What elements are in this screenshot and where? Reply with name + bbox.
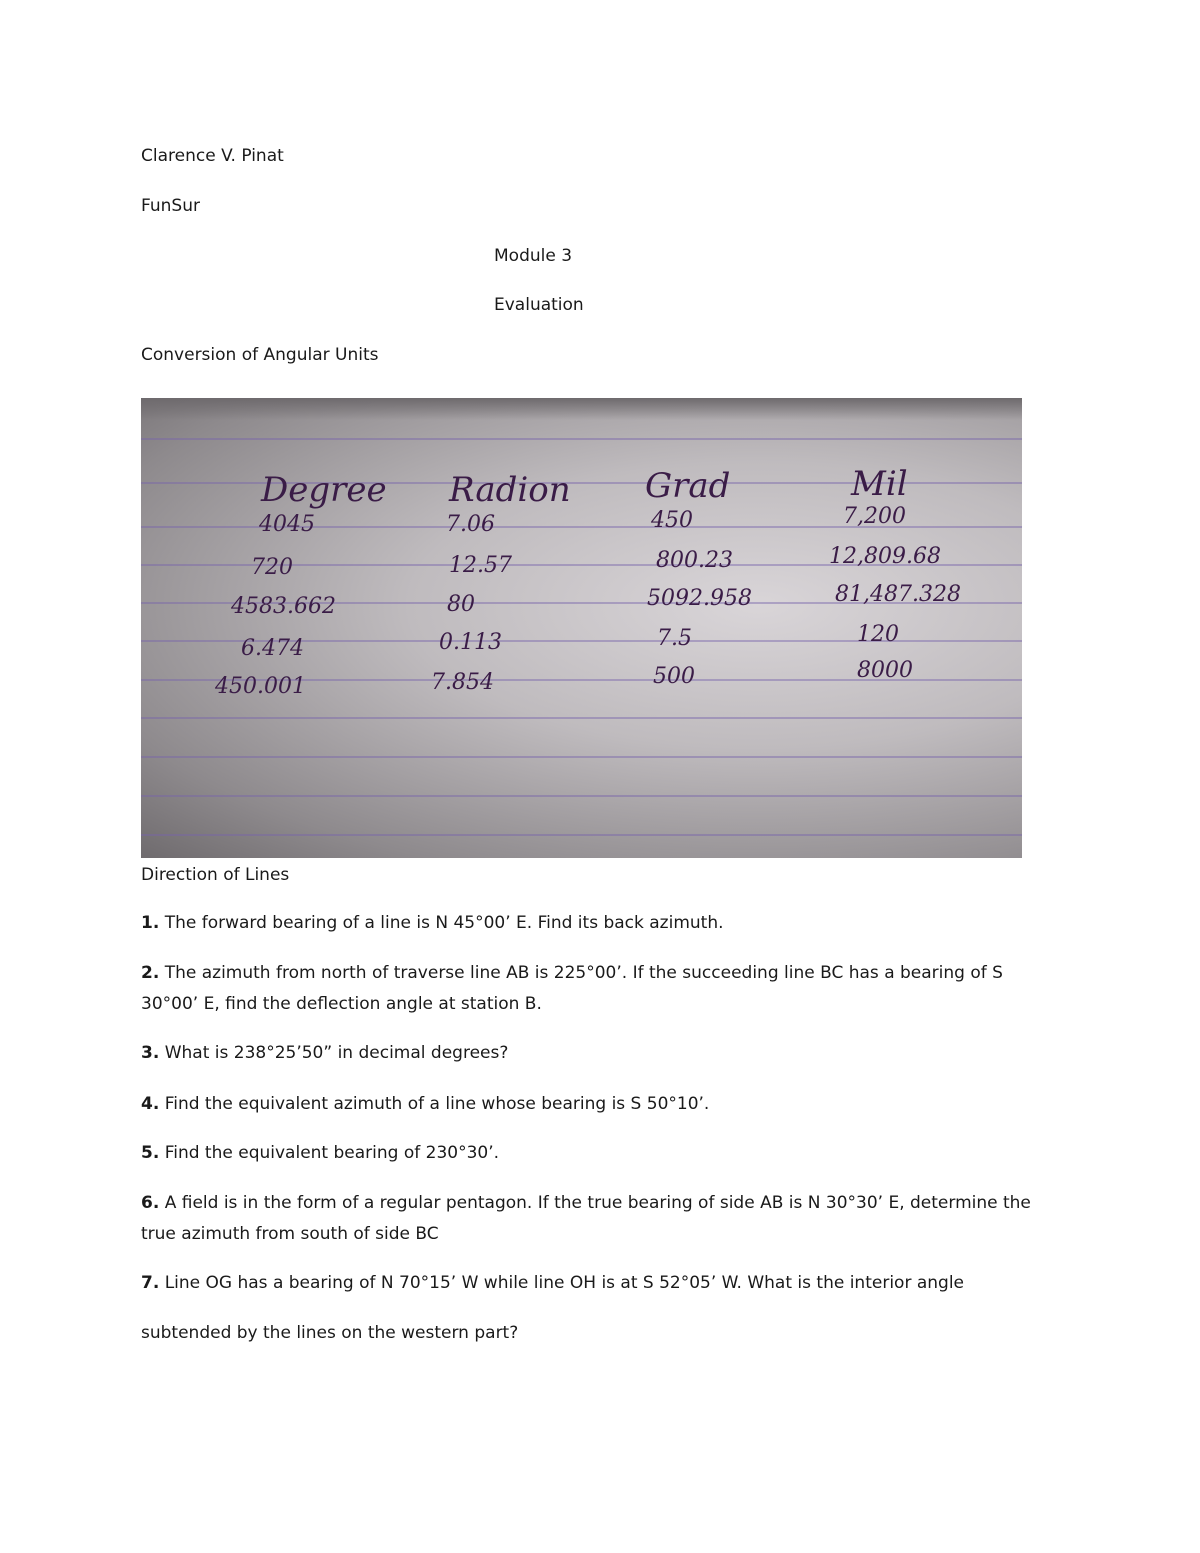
question-7-text: Line OG has a bearing of N 70°15’ W while line OH is at S 52°05’ W. What is the interior angle (164, 1273, 965, 1293)
question-4-text: Find the equivalent azimuth of a line whose bearing is S 50°10’. (164, 1094, 710, 1114)
col-header-grad: Grad (645, 466, 731, 506)
question-4 (141, 1089, 1061, 1120)
question-5 (141, 1138, 1061, 1169)
col-header-radion: Radion (449, 470, 571, 510)
cell-r3-c2: 80 (447, 592, 475, 617)
cell-r5-c4: 8000 (857, 658, 913, 683)
question-2 (141, 958, 1061, 1020)
question-1-text: The forward bearing of a line is N 45°00’ E. Find its back azimuth. (164, 913, 724, 933)
cell-r2-c3: 800.23 (656, 548, 733, 573)
cell-r4-c2: 0.113 (439, 630, 502, 655)
course-name: FunSur (141, 196, 200, 216)
cell-r5-c2: 7.854 (431, 670, 494, 695)
cell-r1-c2: 7.06 (446, 512, 495, 537)
question-1-number: 1. (141, 913, 160, 933)
cell-r4-c3: 7.5 (657, 626, 692, 651)
cell-r3-c3: 5092.958 (647, 586, 752, 611)
question-2-number: 2. (141, 963, 160, 983)
col-header-mil: Mil (851, 464, 908, 504)
col-header-degree: Degree (261, 470, 387, 510)
question-7-continuation: subtended by the lines on the western part? (141, 1323, 519, 1343)
question-3-number: 3. (141, 1043, 160, 1063)
cell-r4-c1: 6.474 (241, 636, 304, 661)
cell-r1-c4: 7,200 (843, 504, 906, 529)
module-title: Module 3 (494, 246, 573, 266)
cell-r3-c1: 4583.662 (231, 594, 336, 619)
cell-r2-c4: 12,809.68 (829, 544, 941, 569)
cell-r2-c2: 12.57 (449, 553, 512, 578)
cell-r2-c1: 720 (251, 555, 293, 580)
question-6-number: 6. (141, 1193, 160, 1213)
question-4-number: 4. (141, 1094, 160, 1114)
cell-r1-c1: 4045 (259, 512, 315, 537)
section-title-conversion: Conversion of Angular Units (141, 345, 379, 365)
question-7-number: 7. (141, 1273, 160, 1293)
section-title-direction: Direction of Lines (141, 865, 290, 885)
cell-r4-c4: 120 (857, 622, 899, 647)
evaluation-title: Evaluation (494, 295, 584, 315)
question-1 (141, 908, 1061, 939)
question-6-text: A field is in the form of a regular pentagon. If the true bearing of side AB is N 30°30’ E, determine the true azimuth from south of side BC (141, 1193, 1031, 1244)
question-3 (141, 1038, 1061, 1069)
cell-r5-c3: 500 (653, 664, 695, 689)
question-3-text: What is 238°25’50” in decimal degrees? (164, 1043, 509, 1063)
student-name: Clarence V. Pinat (141, 146, 284, 166)
question-5-text: Find the equivalent bearing of 230°30’. (164, 1143, 500, 1163)
question-2-text: The azimuth from north of traverse line AB is 225°00’. If the succeeding line BC has a bearing of S 30°00’ E, find the deflection angle at station B. (141, 963, 1003, 1014)
question-7 (141, 1268, 1061, 1299)
question-5-number: 5. (141, 1143, 160, 1163)
handwritten-table-photo (141, 398, 1022, 858)
cell-r5-c1: 450.001 (215, 674, 306, 699)
cell-r1-c3: 450 (651, 508, 693, 533)
cell-r3-c4: 81,487.328 (835, 582, 961, 607)
question-6 (141, 1188, 1061, 1250)
